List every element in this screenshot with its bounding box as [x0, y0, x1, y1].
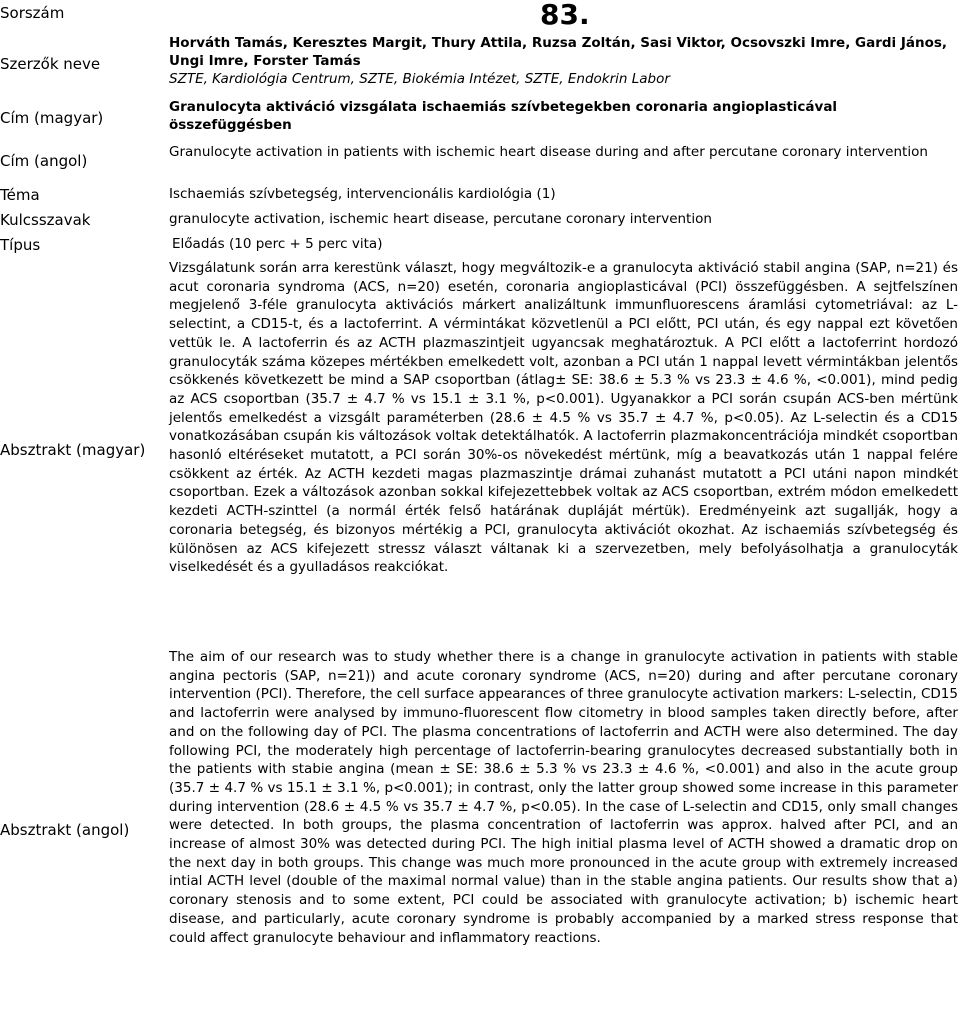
- title-hungarian: Granulocyta aktiváció vizsgálata ischaemiás szívbetegekben coronaria angioplasticával összefüggésben: [169, 99, 838, 133]
- record-number: 83.: [540, 0, 590, 31]
- label-tipus: Típus: [0, 236, 41, 254]
- title-english: Granulocyte activation in patients with ischemic heart disease during and after percutane coronary intervention: [169, 144, 928, 160]
- authors-list: Horváth Tamás, Keresztes Margit, Thury Attila, Ruzsa Zoltán, Sasi Viktor, Ocsovszki Imre, Gardi János, Ungi Imre, Forster Tamás: [169, 35, 948, 69]
- label-sorszam: Sorszám: [0, 4, 65, 22]
- label-absztrakt-angol: Absztrakt (angol): [0, 821, 130, 839]
- label-cim-magyar: Cím (magyar): [0, 109, 104, 127]
- label-tema: Téma: [0, 186, 40, 204]
- label-cim-angol: Cím (angol): [0, 152, 88, 170]
- label-kulcsszavak: Kulcsszavak: [0, 211, 91, 229]
- presentation-type: Előadás (10 perc + 5 perc vita): [172, 236, 383, 252]
- abstract-english: The aim of our research was to study whether there is a change in granulocyte activation in patients with stable angina pectoris (SAP, n=21)) and acute coronary syndrome (ACS, n=20) during and after percutane coronary intervention (PCI). Therefore, the cell surface appearances of three granulocyte activation markers: L-selectin, CD15 and lactoferrin were analysed by immuno-fluorescent flow citometry in blood samples taken directly before, after and on the following day of PCI. The plasma concentrations of lactoferrin and ACTH were also determined. The day following PCI, the moderately high percentage of lactoferrin-bearing granulocytes decreased substantially both in the patients with stabie angina (mean ± SE: 38.6 ± 5.3 % vs 23.3 ± 4.6 %, <0.001) and also in the acute group (35.7 ± 4.7 % vs 15.1 ± 3.1 %, p<0.001); in contrast, only the latter group showed some increase in this parameter during intervention (28.6 ± 4.5 % vs 35.7 ± 4.7 %, p<0.05). In the case of L-selectin and CD15, only small changes were detected. In both groups, the plasma concentration of lactoferrin was approx. halved after PCI, and an increase of almost 30% was detected during PCI. The high initial plasma level of ACTH showed a dramatic drop on the next day in both groups. This change was much more pronounced in the acute group with extremely increased intial ACTH level (double of the maximal normal value) than in the stable angina patients. Our results show that a) coronary stenosis and to some extent, PCI could be associated with granulocyte activation; b) ischemic heart disease, and particularly, acute coronary syndrome is probably accompanied by a marked stress response that could affect granulocyte behaviour and inflammatory reactions.: [169, 649, 958, 946]
- authors-block: [169, 34, 958, 88]
- institutions: SZTE, Kardiológia Centrum, SZTE, Biokémia Intézet, SZTE, Endokrin Labor: [169, 71, 670, 87]
- label-absztrakt-magyar: Absztrakt (magyar): [0, 441, 146, 459]
- label-szerzok: Szerzők neve: [0, 55, 101, 73]
- abstract-hungarian: Vizsgálatunk során arra kerestünk választ, hogy megváltozik-e a granulocyta aktiváció stabil angina (SAP, n=21) és acut coronaria syndroma (ACS, n=20) esetén, coronaria angioplasticával (PCI) összefüggésben. A sejtfelszínen megjelenő 3-féle granulocyta aktivációs márkert analizáltunk immunfluorescens áramlási cytometriával: az L-selectint, a CD15-t, és a lactoferrint. A vérmintákat közvetlenül a PCI előtt, PCI után, és egy nappal ezt követően vettük le. A lactoferrin és az ACTH plazmaszintjeit ugyancsak meghatároztuk. A PCI előtt a lactoferrint hordozó granulocyták száma közepes mértékben emelkedett volt, azonban a PCI után 1 nappal levett vérmintákban jelentős csökkenés következett be mind a SAP csoportban (átlag± SE: 38.6 ± 5.3 % vs 23.3 ± 4.6 %, <0.001), mind pedig az ACS csoportban (35.7 ± 4.7 % vs 15.1 ± 3.1 %, p<0.001). Ugyanakkor a PCI során csupán ACS-ben mértünk jelentős emelkedést a vizsgált paraméterben (28.6 ± 4.5 % vs 35.7 ± 4.7 %, p<0.05). Az L-selectin és a CD15 vonatkozásában csupán kis változások voltak detektálhatók. A lactoferrin plazmakoncentrációja mindkét csoportban hasonló eltéréseket mutatott, a PCI során 30%-os növekedést mértünk, míg a beavatkozás után 1 nappal felére csökkent az érték. Az ACTH kezdeti magas plazmaszintje drámai zuhanást mutatott a PCI utáni napon mindkét csoportban. Ezek a változások azonban sokkal kifejezettebbek voltak az ACS csoportban, extrém módon emelkedett kezdeti ACTH-szinttel (a normál érték felső határának dupláját mértük). Eredményeink azt sugallják, hogy a coronaria betegség, és bizonyos mértékig a PCI, granulocyta aktivációt okozhat. Az ischaemiás szívbetegség és különösen az ACS kifejezett stressz választ váltanak ki a szervezetben, mely befolyásolhatja a granulocyták viselkedését és a gyulladásos reakciókat.: [169, 260, 958, 576]
- keywords: granulocyte activation, ischemic heart disease, percutane coronary intervention: [169, 211, 712, 227]
- topic: Ischaemiás szívbetegség, intervencionális kardiológia (1): [169, 186, 556, 202]
